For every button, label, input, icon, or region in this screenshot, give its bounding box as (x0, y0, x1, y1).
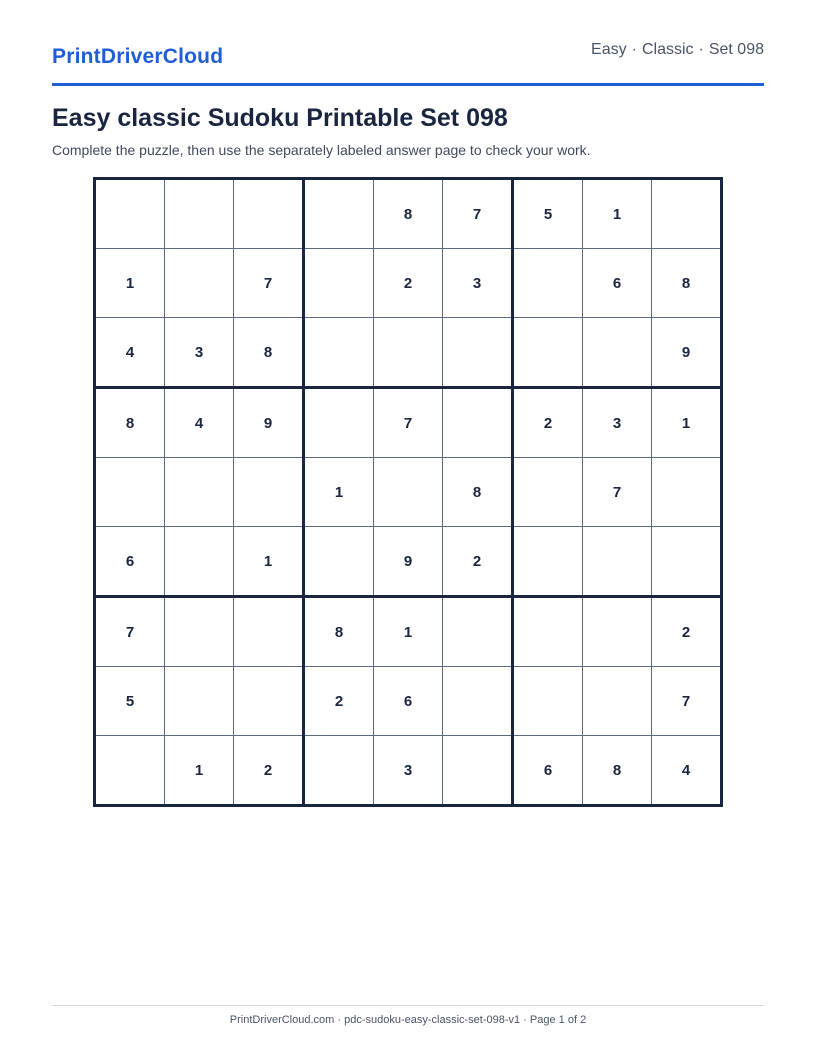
empty-cell[interactable] (234, 458, 304, 527)
given-cell: 2 (234, 736, 304, 806)
given-cell: 8 (234, 318, 304, 388)
given-cell: 1 (95, 249, 165, 318)
set-label: Set 098 (708, 41, 764, 58)
given-cell: 1 (374, 597, 443, 667)
empty-cell[interactable] (304, 736, 374, 806)
grid-row (95, 597, 722, 667)
empty-cell[interactable] (652, 458, 722, 527)
given-cell: 8 (374, 179, 443, 249)
given-cell: 5 (513, 179, 583, 249)
empty-cell[interactable] (165, 527, 234, 597)
empty-cell[interactable] (165, 458, 234, 527)
difficulty-label: Easy (591, 41, 627, 58)
given-cell: 2 (652, 597, 722, 667)
given-cell: 1 (652, 388, 722, 458)
given-cell: 9 (234, 388, 304, 458)
page-title: Easy classic Sudoku Printable Set 098 (52, 104, 508, 132)
empty-cell[interactable] (443, 318, 513, 388)
meta-separator: · (698, 41, 704, 58)
grid-row (95, 388, 722, 458)
empty-cell[interactable] (234, 667, 304, 736)
footer-divider (52, 1005, 764, 1006)
given-cell: 3 (374, 736, 443, 806)
empty-cell[interactable] (443, 597, 513, 667)
empty-cell[interactable] (583, 318, 652, 388)
puzzle-meta (591, 41, 764, 59)
given-cell: 8 (443, 458, 513, 527)
empty-cell[interactable] (513, 458, 583, 527)
given-cell: 7 (374, 388, 443, 458)
given-cell: 9 (374, 527, 443, 597)
empty-cell[interactable] (165, 179, 234, 249)
page-header (52, 0, 764, 86)
empty-cell[interactable] (513, 667, 583, 736)
given-cell: 3 (443, 249, 513, 318)
empty-cell[interactable] (513, 318, 583, 388)
brand-logo: PrintDriverCloud (52, 45, 224, 68)
meta-separator: · (631, 41, 637, 58)
given-cell: 2 (304, 667, 374, 736)
grid-row (95, 527, 722, 597)
page-footer: PrintDriverCloud.com · pdc-sudoku-easy-classic-set-098-v1 · Page 1 of 2 (229, 1014, 587, 1026)
given-cell: 6 (513, 736, 583, 806)
empty-cell[interactable] (513, 597, 583, 667)
empty-cell[interactable] (304, 249, 374, 318)
empty-cell[interactable] (234, 597, 304, 667)
grid-row (95, 736, 722, 806)
given-cell: 8 (652, 249, 722, 318)
given-cell: 7 (583, 458, 652, 527)
given-cell: 7 (95, 597, 165, 667)
grid-row (95, 667, 722, 736)
empty-cell[interactable] (443, 388, 513, 458)
empty-cell[interactable] (374, 318, 443, 388)
given-cell: 8 (583, 736, 652, 806)
given-cell: 4 (95, 318, 165, 388)
empty-cell[interactable] (583, 667, 652, 736)
given-cell: 7 (234, 249, 304, 318)
given-cell: 8 (95, 388, 165, 458)
given-cell: 1 (165, 736, 234, 806)
given-cell: 8 (304, 597, 374, 667)
empty-cell[interactable] (304, 388, 374, 458)
given-cell: 7 (652, 667, 722, 736)
empty-cell[interactable] (652, 179, 722, 249)
given-cell: 6 (583, 249, 652, 318)
empty-cell[interactable] (304, 179, 374, 249)
grid-row (95, 179, 722, 249)
given-cell: 2 (443, 527, 513, 597)
empty-cell[interactable] (513, 249, 583, 318)
grid-row (95, 318, 722, 388)
sudoku-grid (93, 177, 723, 807)
empty-cell[interactable] (95, 736, 165, 806)
variant-label: Classic (641, 41, 694, 58)
empty-cell[interactable] (374, 458, 443, 527)
empty-cell[interactable] (443, 667, 513, 736)
given-cell: 6 (374, 667, 443, 736)
empty-cell[interactable] (652, 527, 722, 597)
given-cell: 3 (165, 318, 234, 388)
grid-row (95, 249, 722, 318)
empty-cell[interactable] (95, 179, 165, 249)
given-cell: 4 (165, 388, 234, 458)
empty-cell[interactable] (234, 179, 304, 249)
empty-cell[interactable] (443, 736, 513, 806)
empty-cell[interactable] (165, 667, 234, 736)
given-cell: 3 (583, 388, 652, 458)
empty-cell[interactable] (513, 527, 583, 597)
given-cell: 1 (583, 179, 652, 249)
given-cell: 2 (374, 249, 443, 318)
given-cell: 5 (95, 667, 165, 736)
given-cell: 6 (95, 527, 165, 597)
empty-cell[interactable] (165, 597, 234, 667)
instructions: Complete the puzzle, then use the separately labeled answer page to check your work. (52, 142, 591, 158)
empty-cell[interactable] (583, 597, 652, 667)
given-cell: 7 (443, 179, 513, 249)
empty-cell[interactable] (304, 527, 374, 597)
given-cell: 1 (304, 458, 374, 527)
grid-row (95, 458, 722, 527)
given-cell: 4 (652, 736, 722, 806)
given-cell: 2 (513, 388, 583, 458)
empty-cell[interactable] (583, 527, 652, 597)
empty-cell[interactable] (304, 318, 374, 388)
empty-cell[interactable] (165, 249, 234, 318)
given-cell: 9 (652, 318, 722, 388)
given-cell: 1 (234, 527, 304, 597)
empty-cell[interactable] (95, 458, 165, 527)
